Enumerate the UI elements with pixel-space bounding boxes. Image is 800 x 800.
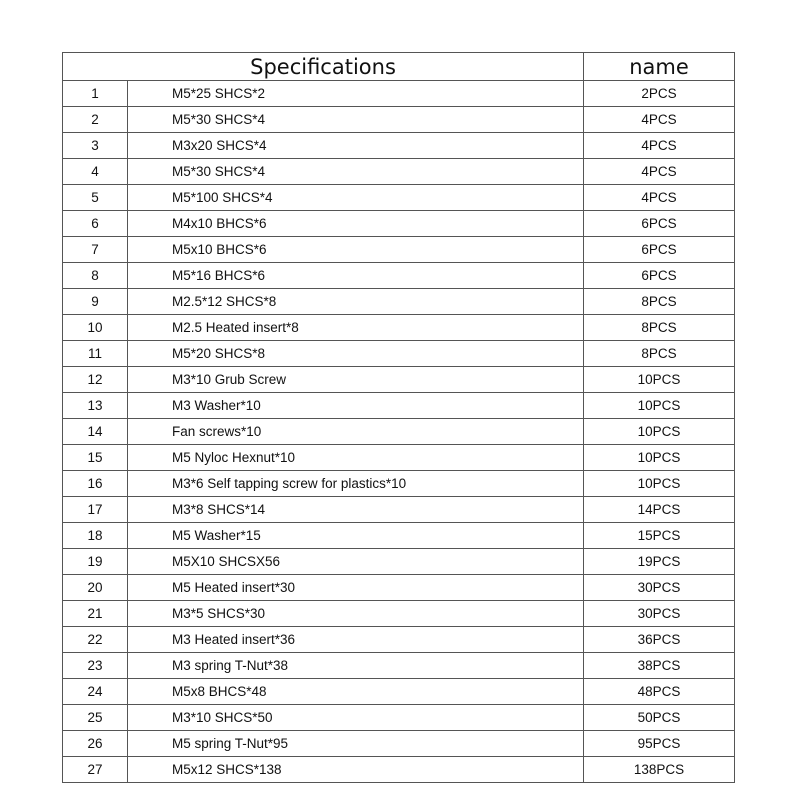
row-specification: M5*20 SHCS*8: [128, 341, 584, 367]
table-row: [63, 627, 735, 653]
table-row: [63, 393, 735, 419]
row-specification: M3 Heated insert*36: [128, 627, 584, 653]
row-specification: M3x20 SHCS*4: [128, 133, 584, 159]
row-number: 6: [63, 211, 128, 237]
row-number: 18: [63, 523, 128, 549]
row-quantity: 6PCS: [584, 211, 735, 237]
row-specification: M5 spring T-Nut*95: [128, 731, 584, 757]
row-quantity: 10PCS: [584, 367, 735, 393]
row-quantity: 36PCS: [584, 627, 735, 653]
row-quantity: 50PCS: [584, 705, 735, 731]
row-number: 15: [63, 445, 128, 471]
header-name: name: [584, 53, 735, 81]
row-number: 11: [63, 341, 128, 367]
row-specification: M5x12 SHCS*138: [128, 757, 584, 783]
row-number: 20: [63, 575, 128, 601]
row-quantity: 4PCS: [584, 107, 735, 133]
row-specification: M3 Washer*10: [128, 393, 584, 419]
table-row: [63, 289, 735, 315]
row-number: 14: [63, 419, 128, 445]
row-specification: M5x10 BHCS*6: [128, 237, 584, 263]
table-row: [63, 263, 735, 289]
table-row: [63, 679, 735, 705]
table-row: [63, 341, 735, 367]
row-specification: M3*6 Self tapping screw for plastics*10: [128, 471, 584, 497]
row-quantity: 10PCS: [584, 471, 735, 497]
row-quantity: 15PCS: [584, 523, 735, 549]
row-quantity: 48PCS: [584, 679, 735, 705]
row-quantity: 8PCS: [584, 341, 735, 367]
row-number: 26: [63, 731, 128, 757]
row-number: 8: [63, 263, 128, 289]
row-number: 4: [63, 159, 128, 185]
table-row: [63, 107, 735, 133]
row-specification: M5 Heated insert*30: [128, 575, 584, 601]
row-quantity: 4PCS: [584, 133, 735, 159]
row-specification: M3*10 SHCS*50: [128, 705, 584, 731]
row-specification: M5*30 SHCS*4: [128, 107, 584, 133]
row-specification: M3*10 Grub Screw: [128, 367, 584, 393]
row-number: 25: [63, 705, 128, 731]
table-row: [63, 549, 735, 575]
row-number: 21: [63, 601, 128, 627]
row-specification: M2.5 Heated insert*8: [128, 315, 584, 341]
row-specification: M2.5*12 SHCS*8: [128, 289, 584, 315]
row-quantity: 38PCS: [584, 653, 735, 679]
table-row: [63, 237, 735, 263]
row-specification: M5 Washer*15: [128, 523, 584, 549]
row-quantity: 4PCS: [584, 159, 735, 185]
row-quantity: 6PCS: [584, 237, 735, 263]
row-quantity: 30PCS: [584, 601, 735, 627]
row-quantity: 14PCS: [584, 497, 735, 523]
table-row: [63, 471, 735, 497]
row-number: 3: [63, 133, 128, 159]
row-specification: M3 spring T-Nut*38: [128, 653, 584, 679]
table-row: [63, 575, 735, 601]
row-number: 24: [63, 679, 128, 705]
table-row: [63, 705, 735, 731]
table-row: [63, 601, 735, 627]
row-specification: M5*30 SHCS*4: [128, 159, 584, 185]
row-quantity: 10PCS: [584, 445, 735, 471]
row-quantity: 19PCS: [584, 549, 735, 575]
row-quantity: 10PCS: [584, 393, 735, 419]
table-row: [63, 367, 735, 393]
row-specification: M5*25 SHCS*2: [128, 81, 584, 107]
row-quantity: 95PCS: [584, 731, 735, 757]
row-number: 13: [63, 393, 128, 419]
row-specification: M3*8 SHCS*14: [128, 497, 584, 523]
table-row: [63, 133, 735, 159]
row-number: 10: [63, 315, 128, 341]
row-number: 9: [63, 289, 128, 315]
row-quantity: 4PCS: [584, 185, 735, 211]
table-row: [63, 497, 735, 523]
row-number: 23: [63, 653, 128, 679]
row-specification: M5X10 SHCSX56: [128, 549, 584, 575]
header-row: [63, 53, 735, 81]
row-quantity: 138PCS: [584, 757, 735, 783]
row-specification: M5*100 SHCS*4: [128, 185, 584, 211]
table-row: [63, 757, 735, 783]
table-row: [63, 185, 735, 211]
row-quantity: 8PCS: [584, 315, 735, 341]
row-quantity: 2PCS: [584, 81, 735, 107]
specifications-table: [62, 52, 735, 783]
row-number: 19: [63, 549, 128, 575]
row-number: 16: [63, 471, 128, 497]
row-specification: M4x10 BHCS*6: [128, 211, 584, 237]
row-number: 27: [63, 757, 128, 783]
row-specification: M5*16 BHCS*6: [128, 263, 584, 289]
row-quantity: 6PCS: [584, 263, 735, 289]
table-row: [63, 211, 735, 237]
row-specification: Fan screws*10: [128, 419, 584, 445]
row-number: 22: [63, 627, 128, 653]
row-quantity: 10PCS: [584, 419, 735, 445]
table-row: [63, 731, 735, 757]
row-specification: M5 Nyloc Hexnut*10: [128, 445, 584, 471]
row-specification: M3*5 SHCS*30: [128, 601, 584, 627]
row-number: 7: [63, 237, 128, 263]
table-row: [63, 419, 735, 445]
row-number: 5: [63, 185, 128, 211]
row-quantity: 8PCS: [584, 289, 735, 315]
table-row: [63, 523, 735, 549]
row-specification: M5x8 BHCS*48: [128, 679, 584, 705]
table-row: [63, 315, 735, 341]
row-number: 17: [63, 497, 128, 523]
table-row: [63, 653, 735, 679]
table-row: [63, 445, 735, 471]
row-number: 12: [63, 367, 128, 393]
header-specifications: Specifications: [63, 53, 584, 81]
table-row: [63, 159, 735, 185]
table-row: [63, 81, 735, 107]
row-number: 2: [63, 107, 128, 133]
row-number: 1: [63, 81, 128, 107]
row-quantity: 30PCS: [584, 575, 735, 601]
